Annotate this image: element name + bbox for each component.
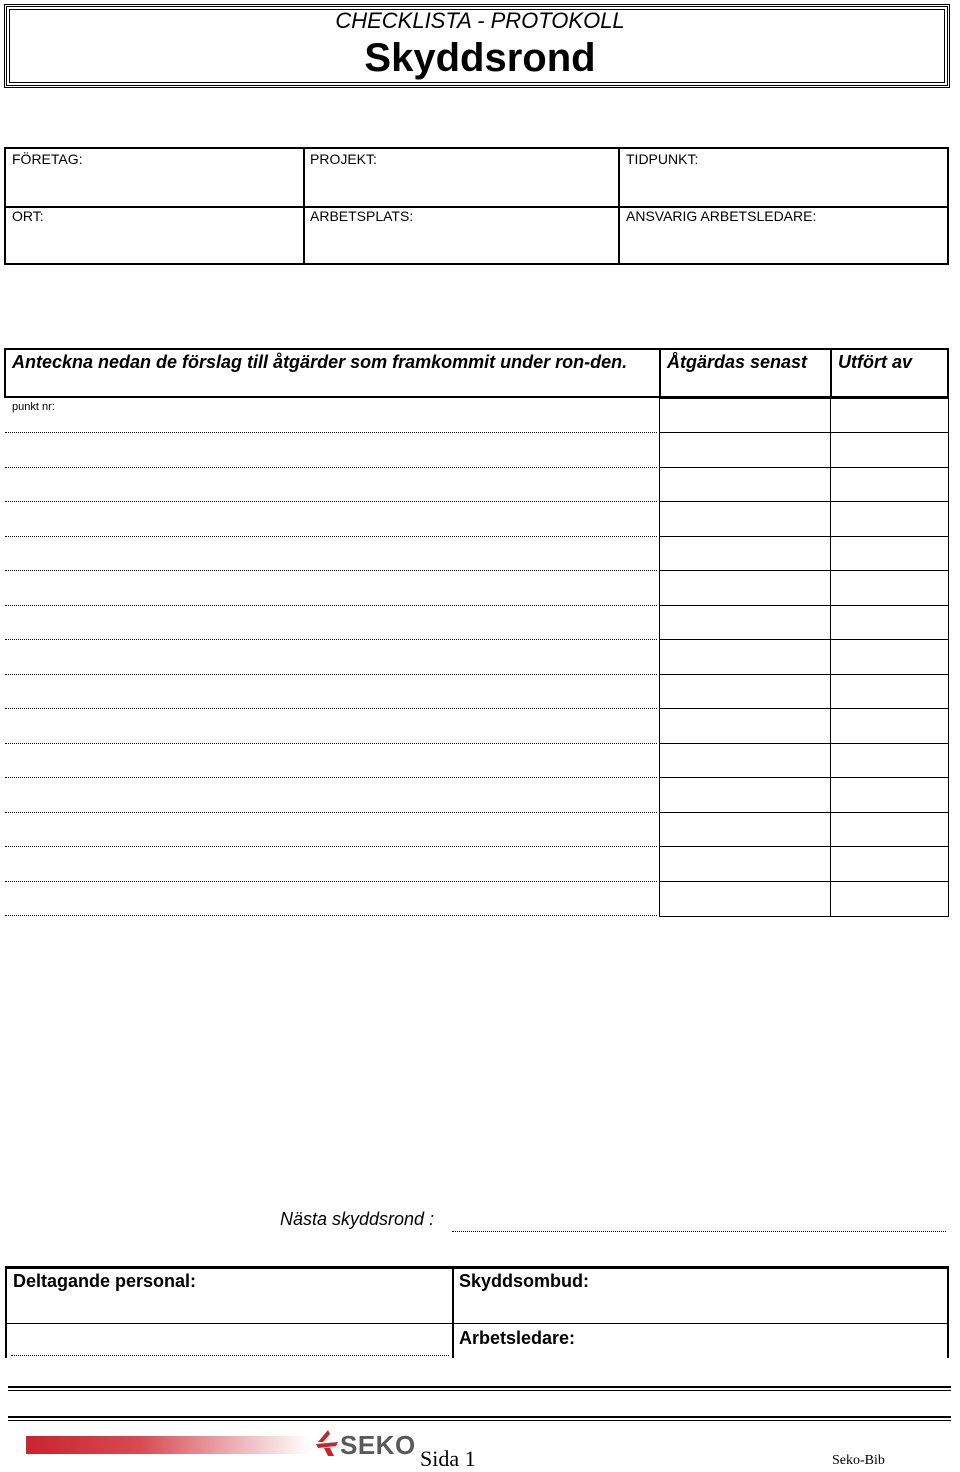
done-by-cell[interactable] [830, 846, 949, 882]
done-by-cell[interactable] [830, 812, 949, 847]
page-number: Sida 1 [420, 1446, 476, 1471]
document-title: Skyddsrond [364, 36, 596, 80]
deadline-cell[interactable] [659, 570, 831, 606]
action-row-line[interactable] [5, 501, 657, 502]
action-row-line[interactable] [5, 881, 657, 882]
done-by-column-header: Utfört av [838, 352, 913, 372]
deadline-cell[interactable] [659, 846, 831, 882]
info-grid [4, 147, 949, 265]
deadline-cell[interactable] [659, 743, 831, 778]
action-header-divider [830, 350, 832, 396]
workplace-field[interactable]: ARBETSPLATS: [310, 208, 414, 224]
footer-rule [8, 1420, 951, 1421]
deadline-cell[interactable] [659, 536, 831, 571]
seko-logo-text: SEKO [340, 1430, 416, 1460]
action-row-line[interactable] [5, 708, 657, 709]
safety-rep-field[interactable]: Skyddsombud: [459, 1271, 590, 1291]
done-by-cell[interactable] [830, 432, 949, 468]
project-field[interactable]: PROJEKT: [310, 151, 377, 167]
action-row-line[interactable] [5, 432, 657, 433]
done-by-cell[interactable] [830, 743, 949, 778]
action-row-line[interactable] [5, 605, 657, 606]
brand-bar [26, 1436, 310, 1454]
done-by-cell[interactable] [830, 570, 949, 606]
deadline-cell[interactable] [659, 881, 831, 917]
item-number-label: punkt nr: [12, 401, 55, 413]
deadline-column-header: Åtgärdas senast [667, 352, 808, 372]
footer-source: Seko-Bib [832, 1453, 885, 1468]
next-round-label: Nästa skyddsrond : [280, 1209, 435, 1229]
done-by-cell[interactable] [830, 605, 949, 640]
footer-rule [8, 1416, 951, 1418]
signature-divider [7, 1323, 947, 1324]
deadline-cell[interactable] [659, 639, 831, 675]
action-row-line[interactable] [5, 743, 657, 744]
done-by-cell[interactable] [830, 639, 949, 675]
deadline-cell[interactable] [659, 708, 831, 744]
supervisor-field[interactable]: ANSVARIG ARBETSLEDARE: [626, 208, 817, 224]
deadline-cell[interactable] [659, 432, 831, 468]
action-row-line[interactable] [5, 846, 657, 847]
next-round-input-line[interactable] [452, 1231, 946, 1232]
deadline-cell[interactable] [659, 777, 831, 813]
supervisor-signature-field[interactable]: Arbetsledare: [459, 1328, 576, 1348]
action-row-line[interactable] [5, 570, 657, 571]
action-row-line[interactable] [5, 777, 657, 778]
action-row-line[interactable] [5, 812, 657, 813]
deadline-cell[interactable] [659, 398, 831, 433]
participants-line[interactable] [11, 1355, 449, 1356]
done-by-cell[interactable] [830, 881, 949, 917]
done-by-cell[interactable] [830, 708, 949, 744]
action-row-line[interactable] [5, 467, 657, 468]
done-by-cell[interactable] [830, 398, 949, 433]
deadline-cell[interactable] [659, 674, 831, 709]
done-by-cell[interactable] [830, 467, 949, 502]
location-field[interactable]: ORT: [12, 208, 44, 224]
company-field[interactable]: FÖRETAG: [12, 151, 83, 167]
done-by-cell[interactable] [830, 536, 949, 571]
done-by-cell[interactable] [830, 674, 949, 709]
deadline-cell[interactable] [659, 467, 831, 502]
done-by-cell[interactable] [830, 777, 949, 813]
deadline-cell[interactable] [659, 605, 831, 640]
deadline-cell[interactable] [659, 812, 831, 847]
action-row-line[interactable] [5, 674, 657, 675]
footer-rule [8, 1386, 951, 1388]
action-row-line[interactable] [5, 915, 657, 916]
footer-rule [8, 1390, 951, 1391]
done-by-cell[interactable] [830, 501, 949, 537]
participants-field[interactable]: Deltagande personal: [13, 1271, 197, 1291]
action-row-line[interactable] [5, 536, 657, 537]
action-row-line[interactable] [5, 639, 657, 640]
time-field[interactable]: TIDPUNKT: [626, 151, 699, 167]
signature-box [5, 1266, 949, 1358]
document-type: CHECKLISTA - PROTOKOLL [335, 8, 625, 33]
action-header-divider [659, 350, 661, 396]
seko-logo-icon [314, 1428, 340, 1458]
deadline-cell[interactable] [659, 501, 831, 537]
signature-divider [452, 1269, 454, 1358]
action-instruction: Anteckna nedan de förslag till åtgärder som framkommit under ron-den. [12, 352, 628, 372]
